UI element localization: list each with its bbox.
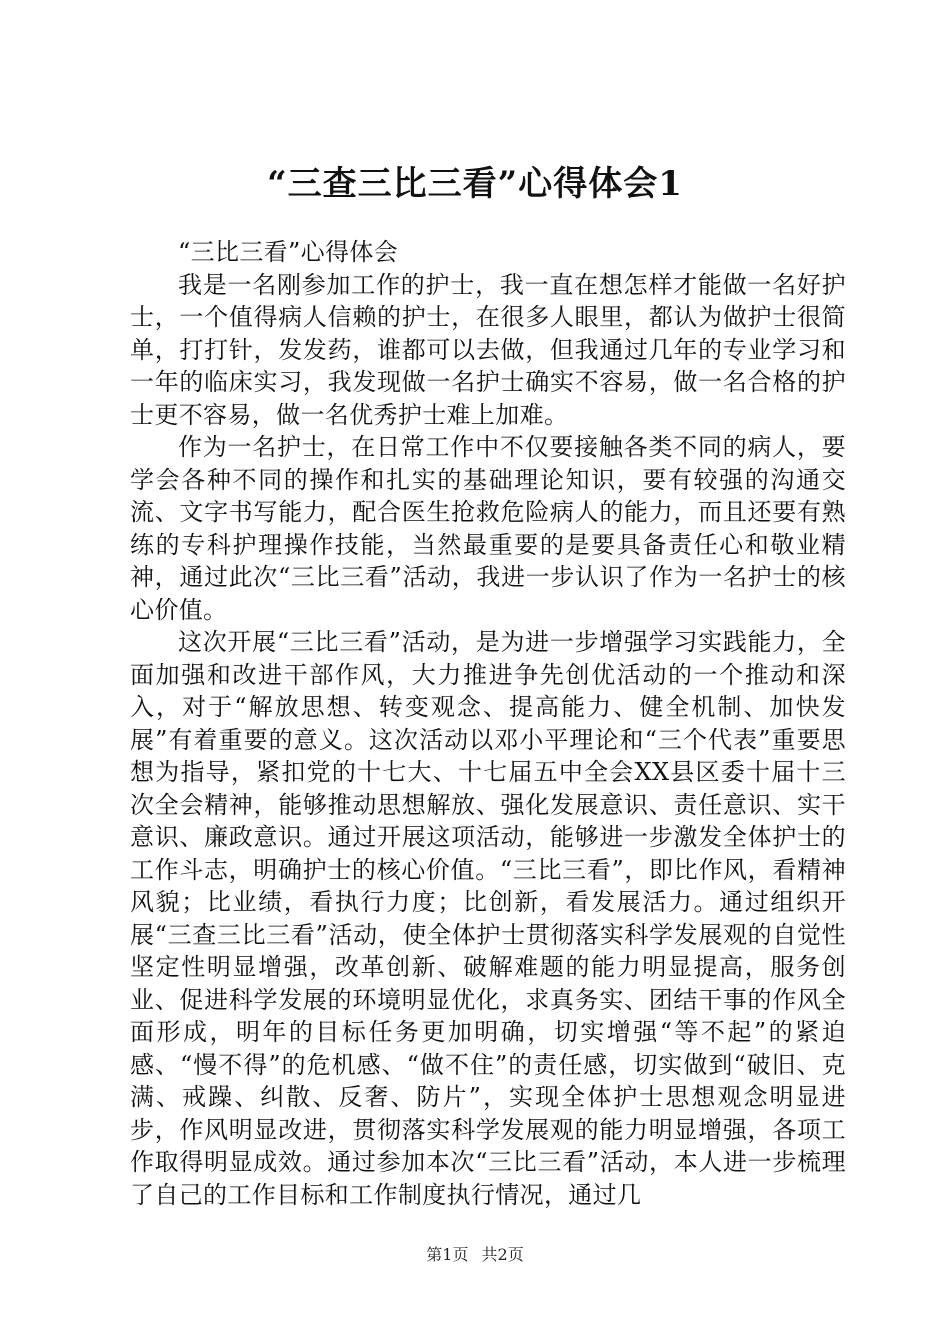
page-footer [0,1244,950,1266]
document-title: “三查三比三看”心得体会1 [267,164,683,204]
page-number: 第1页 [426,1245,469,1264]
page-total: 共2页 [481,1245,524,1264]
paragraph-1: 我是一名刚参加工作的护士，我一直在想怎样才能做一名好护士，一个值得病人信赖的护士，在很多人眼里，都认为做护士很简单，打打针，发发药，谁都可以去做，但我通过几年的专业学习和一年的临床实习，我发现做一名护士确实不容易，做一名合格的护士更不容易，做一名优秀护士难上加难。 [130,270,846,429]
document-subtitle: “三比三看”心得体会 [178,238,399,266]
paragraph-3: 这次开展“三比三看”活动，是为进一步增强学习实践能力，全面加强和改进干部作风，大力推进争先创优活动的一个推动和深入，对于“解放思想、转变观念、提高能力、健全机制、加快发展”有着重要的意义。这次活动以邓小平理论和“三个代表”重要思想为指导，紧扣党的十七大、十七届五中全会XX县区委十届十三次全会精神，能够推动思想解放、强化发展意识、责任意识、实干意识、廉政意识。通过开展这项活动，能够进一步激发全体护士的工作斗志，明确护士的核心价值。“三比三看”，即比作风，看精神风貌；比业绩，看执行力度；比创新，看发展活力。通过组织开展“三查三比三看”活动，使全体护士贯彻落实科学发展观的自觉性坚定性明显增强，改革创新、破解难题的能力明显提高，服务创业、促进科学发展的环境明显优化，求真务实、团结干事的作风全面形成，明年的目标任务更加明确，切实增强“等不起”的紧迫感、“慢不得”的危机感、“做不住”的责任感，切实做到“破旧、克满、戒躁、纠散、反奢、防片”，实现全体护士思想观念明显进步，作风明显改进，贯彻落实科学发展观的能力明显增强，各项工作取得明显成效。通过参加本次“三比三看”活动，本人进一步梳理了自己的工作目标和工作制度执行情况，通过几 [130,628,846,1209]
document-body [130,236,846,1211]
paragraph-2: 作为一名护士，在日常工作中不仅要接触各类不同的病人，要学会各种不同的操作和扎实的基础理论知识，要有较强的沟通交流、文字书写能力，配合医生抢救危险病人的能力，而且还要有熟练的专科护理操作技能，当然最重要的是要具备责任心和敬业精神，通过此次“三比三看”活动，我进一步认识了作为一名护士的核心价值。 [130,433,846,624]
